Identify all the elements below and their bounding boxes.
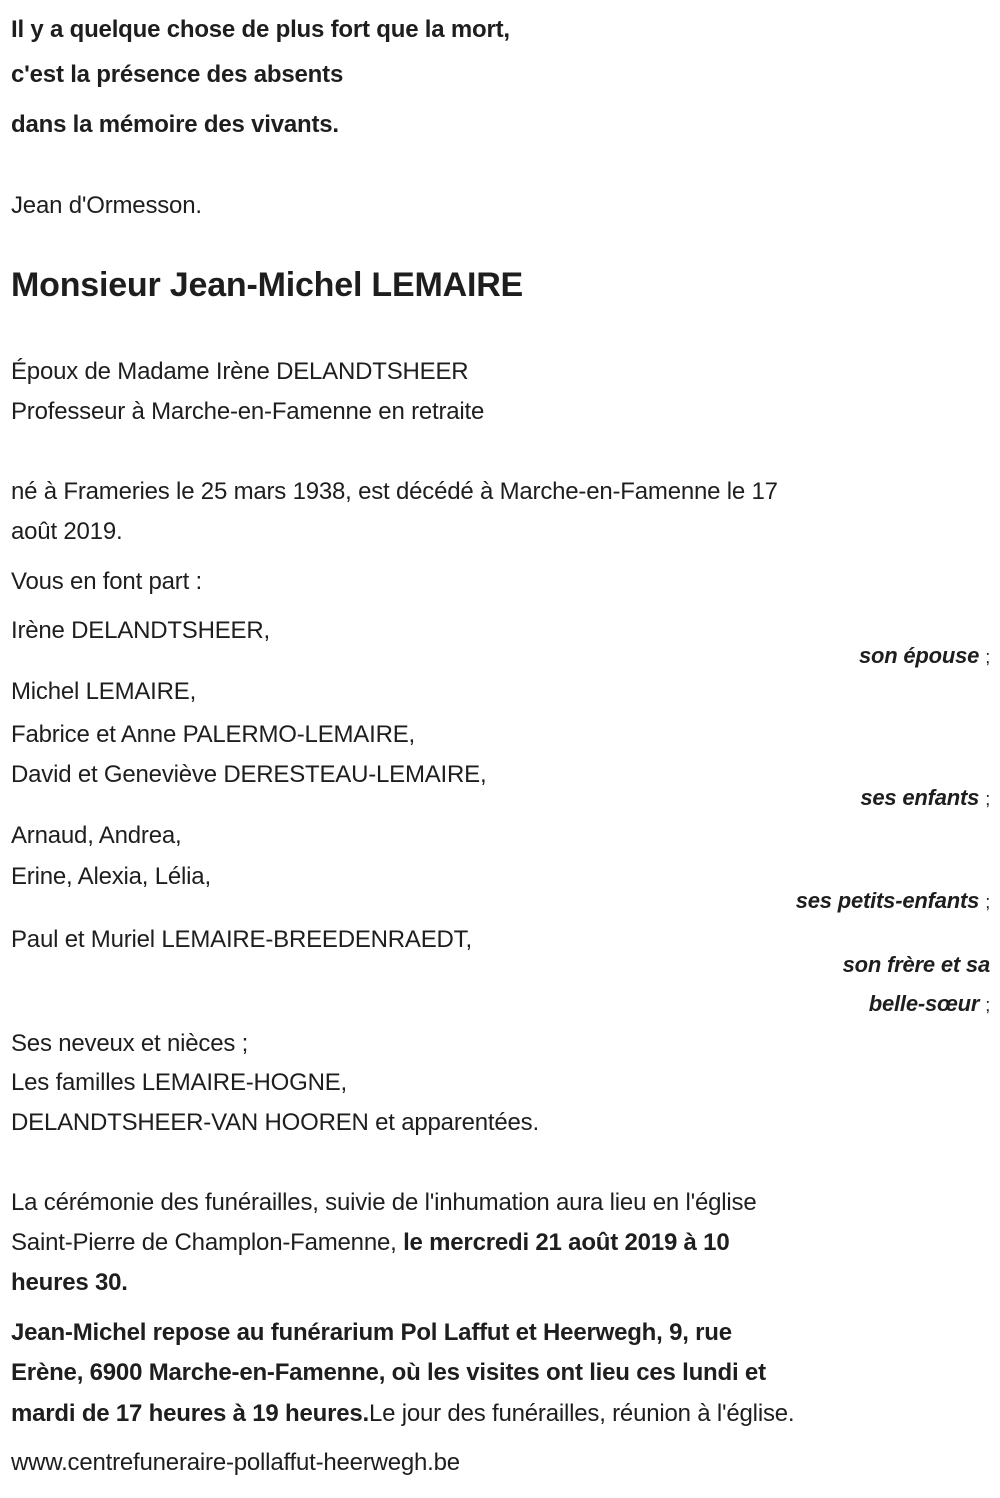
family-member: David et Geneviève DERESTEAU-LEMAIRE,	[11, 761, 487, 788]
role-text: son épouse	[858, 643, 980, 668]
family-member: Paul et Muriel LEMAIRE-BREEDENRAEDT,	[11, 926, 472, 953]
quote-line: Il y a quelque chose de plus fort que la mort,	[11, 16, 510, 43]
role-label	[796, 885, 990, 918]
funeral-day-note: Le jour des funérailles, réunion à l'église.	[368, 1400, 795, 1427]
visitation-line	[11, 1398, 794, 1430]
role-label: son frère et sa	[842, 952, 990, 977]
role-label	[869, 988, 990, 1021]
separator: ;	[985, 647, 990, 667]
quote-author: Jean d'Ormesson.	[11, 192, 202, 219]
separator: ;	[985, 892, 990, 912]
quote-line: dans la mémoire des vivants.	[11, 111, 339, 138]
ceremony-time: heures 30.	[11, 1269, 128, 1296]
ceremony-line: La cérémonie des funérailles, suivie de l'inhumation aura lieu en l'église	[11, 1189, 757, 1216]
ceremony-line	[11, 1227, 729, 1259]
family-member: Erine, Alexia, Lélia,	[11, 863, 211, 890]
role-text: ses petits-enfants	[795, 888, 980, 913]
ceremony-location: Saint-Pierre de Champlon-Famenne,	[11, 1229, 404, 1256]
birth-death-line: août 2019.	[11, 518, 123, 545]
family-other: Ses neveux et nièces ;	[11, 1030, 249, 1057]
family-other: DELANDTSHEER-VAN HOOREN et apparentées.	[11, 1109, 539, 1136]
role-text: ses enfants	[860, 785, 980, 810]
family-member: Fabrice et Anne PALERMO-LEMAIRE,	[11, 721, 415, 748]
visitation-line: Jean-Michel repose au funérarium Pol Laffut et Heerwegh, 9, rue	[11, 1319, 732, 1346]
announce: Vous en font part :	[11, 568, 203, 595]
quote-line: c'est la présence des absents	[11, 61, 344, 88]
intro-line: Époux de Madame Irène DELANDTSHEER	[11, 358, 469, 385]
page-title: Monsieur Jean-Michel LEMAIRE	[11, 266, 524, 304]
birth-death-line: né à Frameries le 25 mars 1938, est décédé à Marche-en-Famenne le 17	[11, 478, 778, 505]
family-member: Arnaud, Andrea,	[11, 822, 182, 849]
ceremony-date: le mercredi 21 août 2019 à 10	[403, 1229, 730, 1256]
separator: ;	[985, 995, 990, 1015]
visitation-hours: mardi de 17 heures à 19 heures.	[11, 1400, 369, 1427]
role-label	[859, 640, 990, 673]
intro-line: Professeur à Marche-en-Famenne en retraite	[11, 398, 485, 425]
separator: ;	[985, 789, 990, 809]
visitation-line: Erène, 6900 Marche-en-Famenne, où les visites ont lieu ces lundi et	[11, 1359, 766, 1386]
role-text: belle-sœur	[868, 991, 980, 1016]
family-member: Michel LEMAIRE,	[11, 678, 197, 705]
family-member: Irène DELANDTSHEER,	[11, 617, 270, 644]
role-label	[860, 782, 990, 815]
website-link[interactable]: www.centrefuneraire-pollaffut-heerwegh.be	[11, 1449, 460, 1476]
family-other: Les familles LEMAIRE-HOGNE,	[11, 1069, 348, 1096]
